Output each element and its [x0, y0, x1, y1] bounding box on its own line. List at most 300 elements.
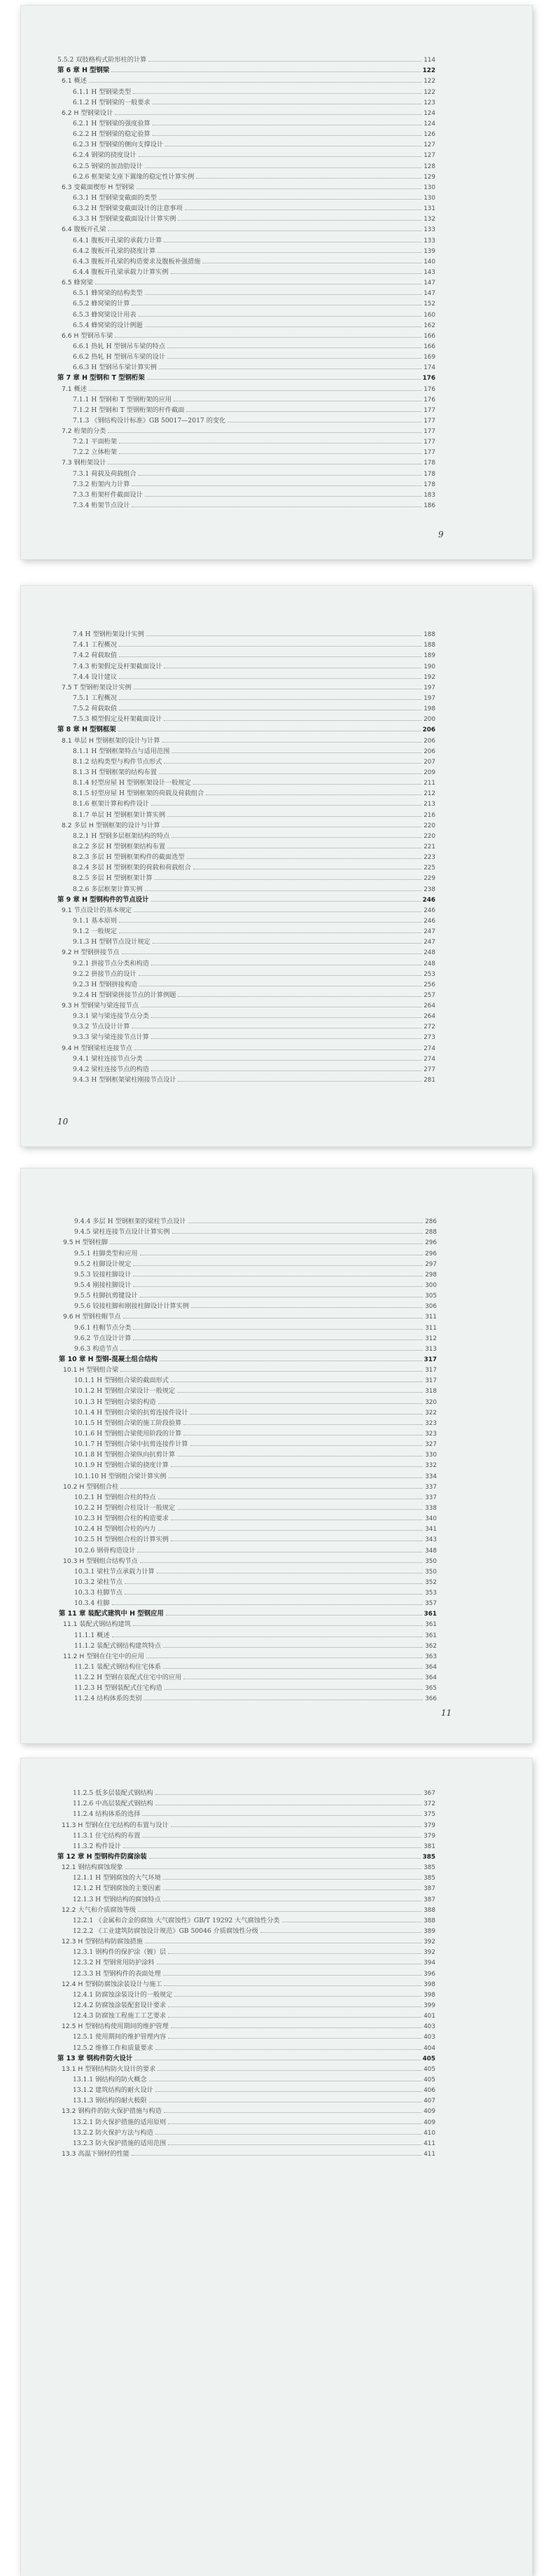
- toc-entry-title: 12.5.2 维修工作和质量要求: [73, 2044, 153, 2052]
- dot-leader: [155, 2049, 421, 2050]
- toc-entry: [57, 340, 435, 350]
- dot-leader: [193, 784, 421, 785]
- toc-entry-title: 9.1.2 一般规定: [73, 928, 118, 936]
- dot-leader: [125, 1868, 422, 1869]
- dot-leader: [153, 943, 421, 944]
- toc-entry: [59, 1406, 437, 1417]
- toc-entry-title: 8.1.4 轻型房屋 H 型钢框架设计一般规定: [73, 779, 191, 787]
- toc-entry: [57, 1031, 435, 1041]
- toc-entry: [57, 414, 435, 425]
- toc-entry-title: 9.5.1 柱脚类型和应用: [74, 1249, 138, 1258]
- toc-entry-page: 124: [424, 120, 435, 128]
- toc-entry-page: 348: [425, 1547, 437, 1555]
- toc-entry-title: 12.3.1 钢构件的保护涂（镀）层: [73, 1948, 167, 1957]
- toc-entry-page: 392: [424, 1949, 435, 1957]
- toc-entry: [57, 967, 435, 978]
- toc-entry-title: 9.1 节点设计的基本规定: [62, 906, 132, 914]
- dot-leader: [177, 1509, 423, 1510]
- toc-entry-title: 7.5 T 型钢桁架设计实例: [62, 683, 132, 691]
- toc-entry: [59, 1310, 437, 1321]
- dot-leader: [177, 1392, 423, 1393]
- dot-leader: [142, 1837, 421, 1838]
- toc-entry-title: 13.1.1 钢结构的防火概念: [73, 2075, 147, 2083]
- dot-leader: [163, 1668, 423, 1669]
- dot-leader: [171, 1466, 423, 1467]
- toc-entry-title: 9.5.5 柱脚抗剪键设计: [74, 1292, 138, 1300]
- dot-leader: [167, 816, 421, 817]
- toc-entry: [57, 978, 435, 989]
- dot-leader: [164, 2112, 421, 2113]
- toc-entry: [57, 128, 435, 138]
- dot-leader: [158, 1403, 424, 1404]
- toc-entry-page: 372: [424, 1800, 435, 1808]
- toc-entry-page: 246: [424, 907, 435, 914]
- dot-leader: [171, 273, 422, 274]
- toc-entry-title: 6.5 蜂窝梁: [62, 279, 94, 287]
- toc-entry: [57, 2094, 435, 2105]
- toc-entry: [57, 1903, 435, 1914]
- toc-entry-title: 12.4.3 防腐蚀工程施工工艺要求: [73, 2012, 167, 2020]
- toc-entry: [59, 1681, 437, 1692]
- dot-leader: [168, 2017, 421, 2018]
- toc-entry: [57, 1807, 435, 1818]
- toc-entry-page: 264: [424, 1003, 435, 1010]
- toc-entry: [57, 329, 435, 340]
- dot-leader: [168, 1953, 421, 1954]
- toc-entry-title: 8.1 单层 H 型钢框架的设计与计算: [62, 736, 160, 745]
- toc-entry-title: 8.1.5 轻型房屋 H 型钢框架的荷载及荷载组合: [73, 790, 204, 798]
- toc-entry: [57, 2105, 435, 2115]
- toc-page-1: [21, 6, 532, 559]
- dot-leader: [151, 1038, 421, 1039]
- toc-entry-page: 298: [425, 1271, 437, 1279]
- toc-entry-page: 305: [425, 1293, 437, 1300]
- toc-entry: [57, 1063, 435, 1073]
- toc-entry-page: 332: [425, 1462, 437, 1470]
- toc-entry-title: 11.1.1 概述: [74, 1631, 110, 1639]
- dot-leader: [151, 805, 421, 806]
- toc-entry-page: 364: [425, 1664, 437, 1672]
- toc-entry: [57, 2009, 435, 2020]
- toc-entry-title: 6.6.2 热轧 H 型钢吊车梁的设计: [73, 353, 166, 361]
- toc-entry-title: 7.4.4 设计建议: [73, 673, 118, 681]
- toc-entry: [57, 1956, 435, 1967]
- toc-entry: [57, 2030, 435, 2041]
- dot-leader: [151, 1017, 421, 1018]
- toc-entry-page: 127: [424, 152, 435, 160]
- toc-entry-title: 8.1.1 H 型钢框架特点与适用范围: [73, 747, 170, 755]
- toc-entry-page: 361: [425, 1621, 437, 1629]
- toc-entry-page: 238: [424, 886, 435, 893]
- dot-leader: [167, 347, 421, 348]
- toc-entry-page: 257: [424, 991, 435, 999]
- toc-entry-page: 286: [425, 1218, 437, 1226]
- toc-entry: [57, 1967, 435, 1977]
- toc-entry-title: 11.3 H 型钢在住宅结构的布置与设计: [62, 1821, 169, 1829]
- toc-entry-title: 12.1.1 H 型钢腐蚀的大气环境: [73, 1874, 161, 1882]
- toc-entry: [57, 456, 435, 467]
- toc-chapter: [57, 893, 435, 904]
- toc-entry-page: 223: [424, 854, 435, 862]
- toc-entry: [57, 1978, 435, 1988]
- toc-entry: [57, 85, 435, 95]
- toc-entry-page: 132: [424, 216, 435, 223]
- dot-leader: [155, 1794, 421, 1795]
- toc-entry: [57, 276, 435, 287]
- toc-entry-page: 367: [424, 1790, 435, 1798]
- toc-entry-title: 13.3 高温下钢材的性能: [62, 2149, 130, 2158]
- toc-entry: [57, 872, 435, 882]
- toc-entry-page: 296: [425, 1250, 437, 1258]
- dot-leader: [171, 2027, 422, 2028]
- dot-leader: [185, 209, 422, 210]
- toc-entry-title: 9.2 H 型钢拼接节点: [62, 949, 120, 957]
- toc-entry: [57, 1020, 435, 1031]
- toc-entry-page: 190: [424, 663, 435, 670]
- toc-entry-title: 11.1 装配式钢结构建筑: [63, 1620, 131, 1629]
- toc-entry: [57, 914, 435, 925]
- toc-entry-page: 207: [424, 758, 435, 766]
- toc-entry-page: 338: [425, 1504, 437, 1512]
- toc-entry: [57, 361, 435, 371]
- toc-entry: [57, 797, 435, 808]
- toc-entry-page: 273: [424, 1034, 435, 1042]
- toc-entry-page: 147: [424, 280, 435, 287]
- toc-entry-title: 13.2 钢构件的防火保护措施与构造: [62, 2107, 162, 2116]
- toc-entry-title: 13.1 H 型钢结构防火设计的要求: [62, 2065, 156, 2073]
- toc-entry-title: 9.1.1 基本原则: [73, 916, 118, 925]
- toc-entry: [57, 1041, 435, 1052]
- dot-leader: [164, 720, 421, 721]
- toc-entry-title: 10.1.5 H 型钢组合梁的施工阶段验算: [74, 1419, 182, 1427]
- dot-leader: [132, 485, 421, 486]
- toc-entry-title: 10.1.6 H 型钢组合梁使用阶段的计算: [74, 1429, 182, 1438]
- toc-entry: [57, 850, 435, 861]
- dot-leader: [260, 1932, 421, 1933]
- toc-entry-title: 12.2.1 《金属和合金的腐蚀 大气腐蚀性》GB/T 19292 大气腐蚀性分类: [73, 1916, 280, 1924]
- toc-entry-title: 9.4.3 H 型钢框架梁柱刚接节点设计: [73, 1076, 176, 1084]
- dot-leader: [133, 1286, 423, 1287]
- dot-leader: [172, 837, 421, 838]
- toc-entry: [57, 74, 435, 85]
- toc-entry-title: 6.4.3 腹板开孔梁的构造要求及腹板补强措施: [73, 257, 201, 266]
- toc-entry: [57, 882, 435, 893]
- toc-entry-title: 9.2.2 拼接节点的设计: [73, 970, 136, 978]
- toc-entry-page: 169: [424, 354, 435, 361]
- dot-leader: [139, 156, 422, 157]
- toc-entry-page: 411: [424, 2140, 435, 2147]
- toc-entry: [57, 840, 435, 850]
- toc-entry: [59, 1342, 437, 1353]
- toc-entry-title: 9.6.3 构造节点: [74, 1344, 119, 1353]
- toc-entry: [57, 159, 435, 170]
- dot-leader: [164, 1689, 423, 1690]
- toc-entry: [59, 1321, 437, 1331]
- toc-entry: [57, 691, 435, 702]
- toc-chapter: [57, 371, 435, 382]
- toc-entry-title: 10.2.6 钢骨构造设计: [74, 1546, 136, 1555]
- toc-entry: [57, 1988, 435, 1999]
- dot-leader: [178, 220, 421, 221]
- toc-entry: [59, 1597, 437, 1607]
- toc-entry-title: 6.2.4 钢梁的挠度设计: [73, 151, 136, 160]
- toc-entry-title: 6.3 变截面楔形 H 型钢梁: [62, 183, 134, 191]
- page-number: 10: [57, 1117, 69, 1127]
- toc-entry-page: 177: [424, 428, 435, 436]
- toc-entry: [57, 1935, 435, 1945]
- dot-leader: [167, 358, 421, 359]
- toc-entry-page: 128: [424, 163, 435, 170]
- toc-entry-page: 296: [425, 1239, 437, 1247]
- toc-entry: [59, 1512, 437, 1522]
- toc-page-4: [21, 1758, 532, 2576]
- toc-entry-page: 317: [425, 1377, 437, 1385]
- toc-entry-page: 176: [424, 385, 435, 393]
- toc-entry-title: 13.1.2 建筑结构的耐火设计: [73, 2086, 153, 2095]
- toc-entry: [57, 649, 435, 659]
- toc-entry-title: 7.1.3 《钢结构设计标准》GB 50017—2017 的变化: [73, 416, 226, 425]
- toc-entry-title: 11.2.5 低多层装配式钢结构: [73, 1789, 153, 1798]
- dot-leader: [158, 2070, 421, 2071]
- toc-entry-page: 133: [424, 226, 435, 234]
- toc-entry-page: 114: [424, 57, 435, 64]
- toc-entry-title: 11.2.2 H 型钢在装配式住宅中的应用: [74, 1674, 182, 1682]
- toc-entry-page: 253: [424, 970, 435, 978]
- toc-entry-title: 10.2.2 H 型钢组合柱设计一般规定: [74, 1503, 176, 1512]
- dot-leader: [145, 496, 421, 497]
- toc-entry-page: 281: [424, 1077, 435, 1084]
- toc-entry-title: 6.2.2 H 型钢梁的稳定验算: [73, 130, 150, 139]
- dot-leader: [89, 82, 421, 83]
- toc-entry-page: 385: [424, 1875, 435, 1882]
- toc-entry-page: 216: [424, 811, 435, 819]
- toc-entry-title: 9.5.3 铰接柱脚设计: [74, 1270, 132, 1279]
- toc-entry-page: 177: [424, 449, 435, 457]
- toc-entry-title: 7.4.1 工程概况: [73, 641, 118, 649]
- toc-entry-title: 11.2.6 中高层装配式钢结构: [73, 1800, 153, 1808]
- toc-chapter: [57, 723, 435, 733]
- dot-leader: [115, 337, 421, 338]
- toc-entry-page: 411: [424, 2150, 435, 2158]
- toc-entry-page: 409: [424, 2108, 435, 2116]
- toc-entry: [57, 96, 435, 106]
- toc-entry: [59, 1300, 437, 1310]
- dot-leader: [145, 326, 421, 327]
- toc-entry-title: 12.4.1 防腐蚀涂装设计的一般规定: [73, 1990, 173, 1999]
- toc-entry: [59, 1555, 437, 1565]
- toc-entry-title: 7.4.2 荷载取值: [73, 652, 118, 660]
- dot-leader: [111, 71, 420, 72]
- toc-entry-title: 12.5.1 使用期间的维护管理内容: [73, 2033, 167, 2041]
- toc-entry: [57, 1924, 435, 1935]
- toc-entry-title: 10.3.2 梁柱节点: [74, 1578, 122, 1586]
- dot-leader: [162, 742, 422, 743]
- toc-entry-page: 312: [425, 1335, 437, 1342]
- toc-entry-page: 176: [424, 396, 435, 404]
- toc-entry-title: 12.2.2 《工业建筑防腐蚀设计规范》GB 50046 介质腐蚀性分级: [73, 1927, 259, 1935]
- toc-entry-title: 7.5.1 工程概况: [73, 694, 118, 702]
- toc-entry-page: 186: [424, 502, 435, 510]
- dot-leader: [164, 1985, 421, 1986]
- toc-entry: [59, 1448, 437, 1459]
- toc-entry-page: 178: [424, 481, 435, 488]
- toc-entry-page: 247: [424, 928, 435, 936]
- toc-entry-title: 13.2.3 防火保护措施的适用范围: [73, 2139, 167, 2147]
- toc-entry: [57, 1829, 435, 1840]
- toc-entry-page: 406: [424, 2087, 435, 2095]
- toc-chapter: [57, 2052, 435, 2062]
- toc-entry-page: 288: [425, 1229, 437, 1237]
- toc-list: [59, 1215, 437, 1702]
- toc-entry: [59, 1289, 437, 1300]
- toc-entry-page: 122: [422, 67, 435, 75]
- toc-entry-page: 126: [424, 131, 435, 139]
- toc-entry-page: 188: [424, 631, 435, 639]
- toc-entry-page: 313: [425, 1345, 437, 1353]
- toc-entry: [57, 925, 435, 935]
- toc-entry-page: 357: [425, 1600, 437, 1608]
- toc-entry-title: 6.2.6 框架梁支座下翼缘的稳定性计算实例: [73, 172, 195, 181]
- toc-entry: [57, 712, 435, 723]
- toc-entry-title: 8.2.4 多层 H 型钢框架的荷载和荷载组合: [73, 864, 191, 872]
- toc-entry: [57, 766, 435, 776]
- toc-entry: [57, 425, 435, 435]
- toc-chapter: [57, 64, 435, 74]
- toc-entry-page: 177: [424, 439, 435, 446]
- dot-leader: [145, 294, 421, 295]
- toc-entry-page: 160: [424, 311, 435, 319]
- dot-leader: [134, 911, 421, 912]
- toc-entry-title: 9.5.6 铰接柱脚和刚接柱脚设计计算实例: [74, 1302, 190, 1311]
- toc-entry-page: 361: [425, 1632, 437, 1639]
- toc-entry-title: 9.2.1 拼接节点分类和构造: [73, 959, 149, 967]
- toc-entry: [57, 2115, 435, 2126]
- dot-leader: [174, 1996, 421, 1997]
- toc-entry: [59, 1491, 437, 1501]
- toc-entry: [57, 53, 435, 64]
- toc-entry-title: 6.2 H 型钢梁设计: [62, 109, 113, 117]
- toc-entry: [57, 297, 435, 308]
- toc-entry: [57, 670, 435, 681]
- dot-leader: [147, 379, 421, 380]
- toc-entry-page: 139: [424, 247, 435, 255]
- dot-leader: [171, 1826, 422, 1827]
- toc-entry-page: 192: [424, 673, 435, 681]
- dot-leader: [108, 230, 421, 231]
- toc-entry: [57, 659, 435, 670]
- toc-entry-page: 206: [424, 748, 435, 755]
- toc-entry: [59, 1258, 437, 1268]
- toc-entry-title: 10.2 H 型钢组合柱: [63, 1482, 119, 1491]
- toc-entry: [57, 861, 435, 872]
- toc-entry-page: 197: [424, 684, 435, 691]
- toc-entry-page: 306: [425, 1303, 437, 1311]
- dot-leader: [134, 1049, 421, 1050]
- dot-leader: [148, 61, 421, 62]
- toc-entry-page: 350: [425, 1557, 437, 1565]
- toc-entry: [59, 1374, 437, 1384]
- dot-leader: [145, 890, 421, 891]
- toc-entry-title: 10.2.5 H 型钢组合柱的计算实例: [74, 1536, 169, 1544]
- toc-entry-title: 6.1.2 H 型钢梁的一般要求: [73, 98, 150, 106]
- toc-entry-title: 11.3.1 住宅结构的布置: [73, 1831, 141, 1840]
- toc-entry: [57, 382, 435, 392]
- dot-leader: [172, 1233, 424, 1234]
- toc-entry-page: 318: [425, 1388, 437, 1396]
- toc-entry: [59, 1660, 437, 1671]
- toc-entry: [57, 745, 435, 755]
- dot-leader: [108, 432, 421, 433]
- dot-leader: [183, 1424, 423, 1425]
- toc-entry-page: 297: [425, 1260, 437, 1268]
- toc-entry-title: 13.2.1 防火保护措施的适用原则: [73, 2118, 167, 2126]
- toc-entry-title: 10.1.4 H 型钢组合梁的抗剪连接件设计: [74, 1408, 188, 1417]
- toc-entry-page: 398: [424, 1981, 435, 1988]
- dot-leader: [191, 1307, 423, 1308]
- toc-entry: [57, 2126, 435, 2137]
- toc-entry-title: 12.1.3 H 型钢结构的腐蚀特点: [73, 1895, 161, 1903]
- toc-entry-page: 340: [425, 1515, 437, 1523]
- toc-entry-page: 274: [424, 1055, 435, 1063]
- dot-leader: [133, 1265, 423, 1266]
- toc-entry: [57, 149, 435, 159]
- toc-entry: [57, 904, 435, 914]
- dot-leader: [139, 316, 422, 317]
- dot-leader: [140, 1562, 423, 1563]
- toc-entry: [57, 2020, 435, 2030]
- toc-entry: [59, 1279, 437, 1289]
- dot-leader: [132, 2155, 421, 2156]
- toc-entry-page: 272: [424, 1024, 435, 1031]
- toc-entry-page: 178: [424, 460, 435, 467]
- toc-entry-page: 248: [424, 949, 435, 957]
- toc-entry-page: 176: [422, 375, 435, 383]
- toc-entry-title: 8.1.6 框架计算和构件设计: [73, 800, 149, 808]
- toc-entry: [57, 755, 435, 766]
- toc-entry-page: 385: [422, 1853, 435, 1861]
- toc-entry-title: 11.3.2 构件设计: [73, 1842, 121, 1850]
- toc-entry: [57, 956, 435, 967]
- toc-entry-title: 11.2.1 装配式钢结构住宅体系: [74, 1663, 162, 1672]
- toc-entry-title: 6.5.3 蜂窝梁设计用表: [73, 310, 136, 319]
- toc-entry-page: 363: [425, 1653, 437, 1660]
- toc-entry-page: 403: [424, 2034, 435, 2041]
- toc-entry: [57, 1840, 435, 1850]
- toc-entry-page: 122: [424, 88, 435, 96]
- toc-entry-page: 211: [424, 780, 435, 787]
- toc-entry: [57, 212, 435, 223]
- dot-leader: [159, 773, 421, 774]
- toc-entry: [57, 776, 435, 787]
- toc-entry-page: 256: [424, 981, 435, 989]
- dot-leader: [158, 1530, 424, 1531]
- toc-entry: [59, 1395, 437, 1405]
- toc-entry-title: 12.2 大气和介质腐蚀等级: [62, 1906, 136, 1914]
- toc-entry: [57, 467, 435, 477]
- toc-entry: [57, 1786, 435, 1797]
- toc-entry-page: 341: [425, 1526, 437, 1534]
- toc-entry-title: 第 6 章 H 型钢梁: [57, 67, 110, 75]
- toc-entry-title: 10.1.2 H 型钢组合梁设计一般规定: [74, 1387, 176, 1396]
- toc-entry: [57, 702, 435, 712]
- toc-entry: [57, 1797, 435, 1807]
- dot-leader: [138, 1911, 421, 1912]
- dot-leader: [151, 1070, 421, 1071]
- toc-entry-page: 206: [424, 737, 435, 745]
- toc-entry-page: 147: [424, 290, 435, 298]
- toc-list: [57, 628, 435, 1084]
- toc-entry: [59, 1480, 437, 1491]
